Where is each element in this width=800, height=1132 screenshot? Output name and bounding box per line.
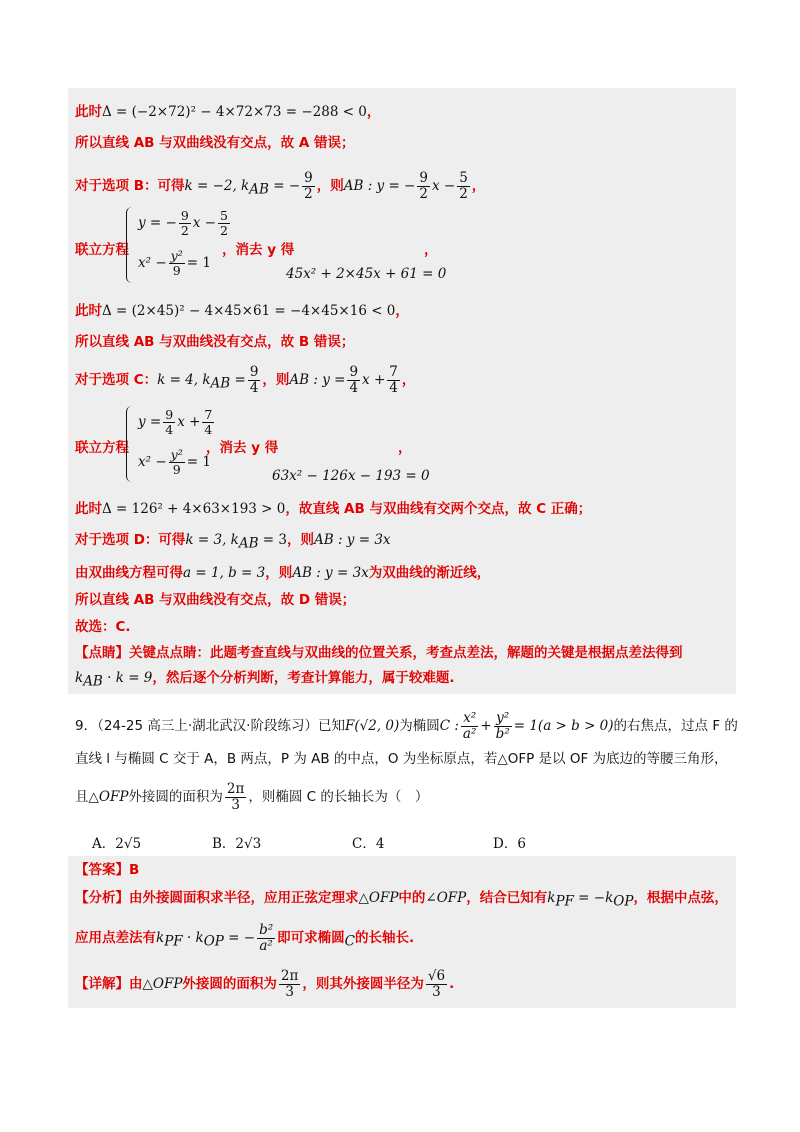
option-b[interactable]: B．2√3: [212, 836, 262, 852]
system-b: y = − $\frac{9}{2}$ x − $\frac{5}{2}$ x² − $\frac{\text{y²}}{9}$ = 1: [126, 207, 236, 285]
option-d[interactable]: D．6: [493, 836, 526, 852]
system-b-label: 联立方程: [75, 242, 129, 258]
option-c[interactable]: C．4: [352, 836, 385, 852]
question-9-line-2: 直线 l 与椭圆 C 交于 A，B 两点，P 为 AB 的中点，O 为坐标原点，若△OFP 是以 OF 为底边的等腰三角形，: [75, 751, 728, 767]
analysis-line-1: 【分析】由外接圆面积求半径，应用正弦定理求△OFP中的∠OFP，结合已知有$k_{PF} = -k_{OP}$，根据中点弦，: [75, 890, 728, 910]
conclusion-b: 所以直线 AB 与双曲线没有交点，故 B 错误；: [75, 334, 355, 350]
analysis-line-2: 应用点差法有$k_{PF} \cdot k_{OP}$ = − $\frac{\text{b²}}{\text{a²}}$ 即可求椭圆$_C$的长轴长.: [75, 921, 415, 954]
system-c-label: 联立方程: [75, 440, 129, 456]
system-b-comma: ，: [424, 242, 438, 258]
option-d-line: 对于选项 D：可得k = 3, $k_{AB} = 3$，则AB : y = 3x: [75, 532, 391, 552]
detail-line: 【详解】由△OFP外接圆的面积为 $\frac{2\pi}{3}$ ，则其外接圆半径为 $\frac{√6}{3}$ .: [75, 967, 455, 1000]
key-point-note: 【点睛】关键点点睛：此题考查直线与双曲线的位置关系，考查点差法，解题的关键是根据点差法得到: [75, 645, 683, 661]
system-c: y = $\frac{9}{4}$ x + $\frac{7}{4}$ x² − $\frac{\text{y²}}{9}$ = 1: [126, 406, 236, 484]
key-point-note-cont: $k_{AB} \cdot k = 9$，然后逐个分析判断，考查计算能力，属于较难题.: [75, 670, 455, 690]
asymptote-line: 由双曲线方程可得a = 1, b = 3，则AB : y = 3x为双曲线的渐近线，: [75, 565, 491, 581]
system-b-result: 45x² + 2×45x + 61 = 0: [286, 266, 447, 282]
delta-line-b: 此时Δ = (2×45)² − 4×45×61 = −4×45×16 < 0，: [75, 303, 409, 319]
system-b-eliminate: ，消去 y 得: [222, 242, 295, 258]
final-choice: 故选：C.: [75, 619, 131, 635]
system-c-comma: ，: [398, 440, 412, 456]
system-c-eliminate: ，消去 y 得: [206, 440, 279, 456]
delta-line-a: 此时Δ = (−2×72)² − 4×72×73 = −288 < 0，: [75, 104, 381, 120]
option-c-line: 对于选项 C：k = 4, $k_{AB}$ = $\frac{9}{4}$ ，则AB : y = $\frac{9}{4}$ x + $\frac{7}{4}$ ，: [75, 363, 416, 396]
delta-line-c: 此时Δ = 126² + 4×63×193 > 0，故直线 AB 与双曲线有交两个交点，故 C 正确；: [75, 501, 592, 517]
option-b-line: 对于选项 B：可得k = −2, $k_{AB}$ = − $\frac{9}{2}$ ，则AB : y = − $\frac{9}{2}$ x − $\frac{5}{2}$ ，: [75, 169, 486, 202]
question-9-line-1: 9．（24-25 高三上·湖北武汉·阶段练习）已知F(√2, 0)为椭圆C : $\frac{\text{x²}}{\text{a²}}$ + $\frac{\text{y²}}{\text{b²}}$ = 1(a > b > 0)的右焦点，过点 F 的: [75, 709, 738, 742]
system-c-result: 63x² − 126x − 193 = 0: [272, 468, 430, 484]
option-a[interactable]: A．2√5: [92, 836, 142, 852]
conclusion-a: 所以直线 AB 与双曲线没有交点，故 A 错误；: [75, 135, 355, 151]
answer-label: 【答案】B: [75, 862, 140, 878]
question-9-line-3: 且△OFP外接圆的面积为 $\frac{2\pi}{3}$ ，则椭圆 C 的长轴长为（ ）: [75, 780, 429, 813]
conclusion-d: 所以直线 AB 与双曲线没有交点，故 D 错误；: [75, 592, 356, 608]
